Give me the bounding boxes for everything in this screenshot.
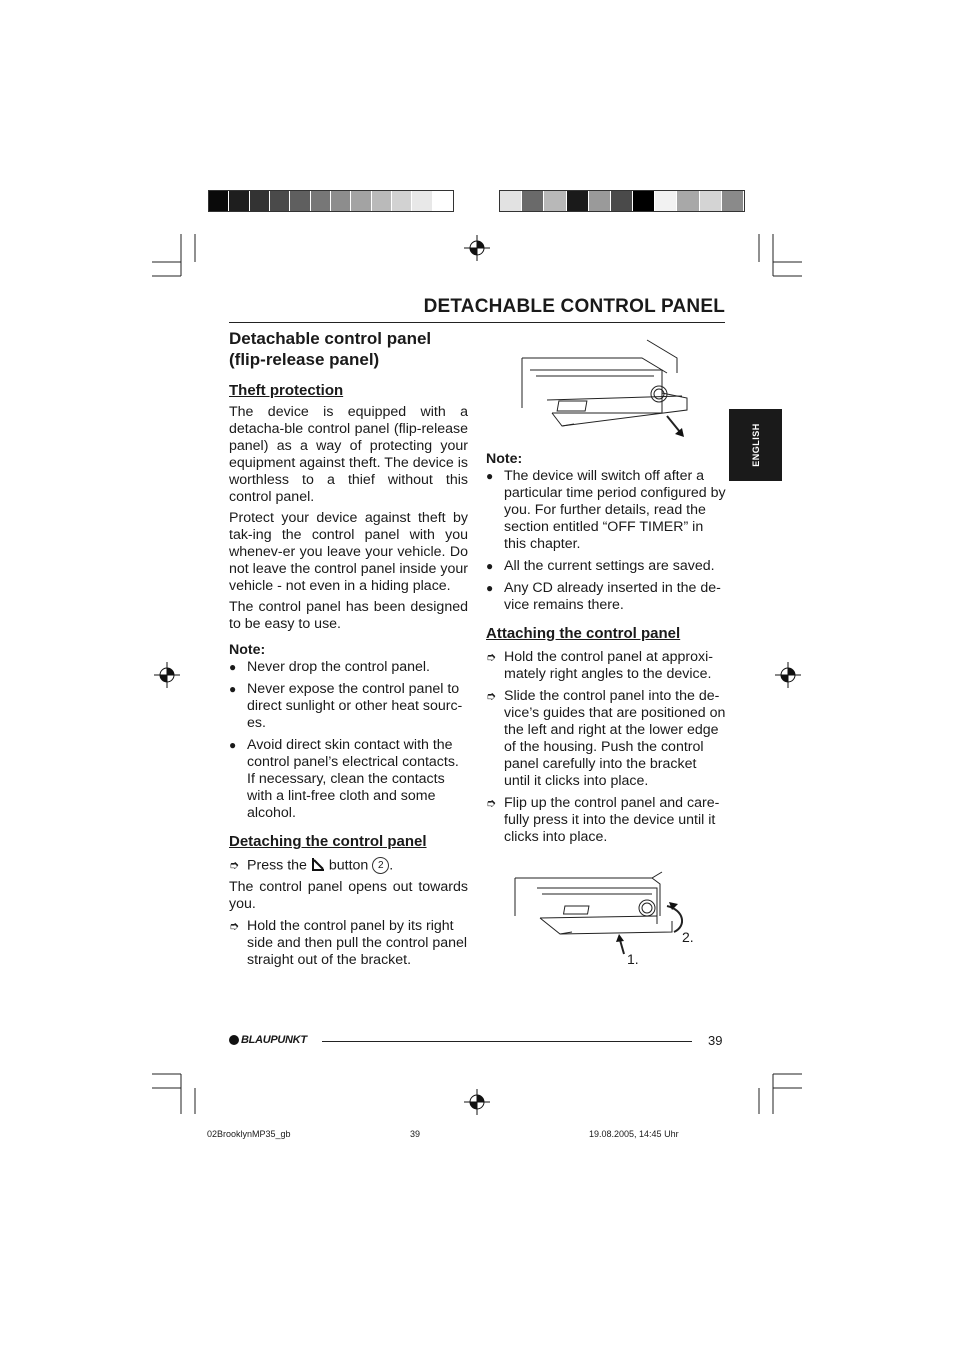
brand-logo bbox=[229, 1034, 307, 1046]
figure-label-2: 2. bbox=[682, 929, 694, 945]
step-text: Hold the control panel at approxi-mately right angles to the device. bbox=[504, 649, 713, 682]
step-item bbox=[486, 649, 726, 683]
print-file-name: 02BrooklynMP35_gb bbox=[207, 1129, 291, 1139]
section-heading-line2: (flip-release panel) bbox=[229, 350, 380, 369]
step-arrow-icon: ➮ bbox=[486, 796, 497, 810]
page-number: 39 bbox=[708, 1033, 723, 1048]
bullet-icon: ● bbox=[486, 559, 494, 573]
theft-protection-heading: Theft protection bbox=[229, 382, 344, 399]
language-tab bbox=[729, 409, 782, 481]
bullet-icon: ● bbox=[229, 682, 237, 696]
theft-paragraph-3: The control panel has been designed to be easy to use. bbox=[229, 599, 468, 632]
section-heading-line1: Detachable control panel bbox=[229, 329, 432, 348]
left-column bbox=[229, 328, 468, 969]
step-item bbox=[486, 688, 726, 790]
attaching-heading: Attaching the control panel bbox=[486, 625, 681, 642]
page-title: DETACHABLE CONTROL PANEL bbox=[423, 296, 725, 317]
registration-mark-left bbox=[154, 662, 180, 688]
release-button-icon bbox=[311, 857, 325, 871]
registration-mark-right bbox=[775, 662, 801, 688]
note-text: All the current settings are saved. bbox=[504, 558, 715, 574]
bullet-icon: ● bbox=[229, 738, 237, 752]
step-text: Hold the control panel by its right side and then pull the control panel straight out of the bracket. bbox=[247, 918, 468, 969]
note-text: Avoid direct skin contact with the control panel’s electrical contacts. If necessary, clean the contacts with a lint-free cloth and some alcohol. bbox=[247, 737, 459, 821]
brand-name: BLAUPUNKT bbox=[241, 1034, 307, 1046]
language-tab-label: ENGLISH bbox=[750, 423, 761, 467]
step-text-pre: Press the bbox=[247, 857, 307, 874]
step-item bbox=[229, 857, 468, 874]
list-item bbox=[229, 659, 468, 676]
theft-paragraph-2: Protect your device against theft by tak-ing the control panel with you whenev-er you leave your vehicle. Do not leave the control panel inside your vehicle - not even in a hiding place. bbox=[229, 510, 468, 594]
list-item bbox=[229, 737, 468, 822]
brand-dot-icon bbox=[229, 1035, 239, 1045]
figure-label-1: 1. bbox=[627, 951, 639, 967]
right-note-label: Note: bbox=[486, 451, 523, 467]
bullet-icon: ● bbox=[486, 469, 494, 483]
bullet-icon: ● bbox=[229, 660, 237, 674]
note-text: The device will switch off after a particular time period configured by you. For further details, read the section entitled “OFF TIMER” in this chapter. bbox=[504, 468, 726, 552]
step-arrow-icon: ➮ bbox=[486, 689, 497, 703]
figure-panel-attach bbox=[512, 866, 702, 966]
button-number-badge: 2 bbox=[372, 857, 389, 874]
step-text-post: button bbox=[328, 857, 369, 874]
print-date: 19.08.2005, 14:45 Uhr bbox=[589, 1129, 679, 1139]
detaching-heading: Detaching the control panel bbox=[229, 833, 427, 850]
registration-mark-bottom bbox=[464, 1089, 490, 1115]
note-text: Never expose the control panel to direct sunlight or other heat sourc-es. bbox=[247, 681, 463, 731]
detach-paragraph: The control panel opens out towards you. bbox=[229, 879, 468, 913]
list-item bbox=[229, 681, 468, 732]
title-rule bbox=[229, 322, 725, 323]
theft-paragraph-1: The device is equipped with a detacha-ble control panel (flip-release panel) as a way of protecting your equipment against theft. The device is worthless to a thief without this control panel. bbox=[229, 404, 468, 505]
step-item bbox=[229, 918, 468, 969]
list-item bbox=[486, 580, 726, 614]
registration-mark-top bbox=[464, 235, 490, 261]
step-text: Flip up the control panel and care-fully press it into the device until it clicks into place. bbox=[504, 795, 720, 845]
step-text: Slide the control panel into the de-vice’s guides that are positioned on the left and right at the lower edge of the housing. Push the control panel carefully into the bracket until it clicks into place. bbox=[504, 688, 726, 789]
list-item bbox=[486, 468, 726, 553]
note-text: Never drop the control panel. bbox=[247, 659, 430, 675]
step-text-end: . bbox=[389, 857, 394, 874]
step-item bbox=[486, 795, 726, 846]
bullet-icon: ● bbox=[486, 581, 494, 595]
figure-panel-open bbox=[512, 338, 692, 440]
step-arrow-icon: ➮ bbox=[229, 858, 240, 872]
note-text: Any CD already inserted in the de-vice remains there. bbox=[504, 580, 721, 613]
footer-rule bbox=[322, 1041, 692, 1042]
print-page-number: 39 bbox=[410, 1129, 421, 1139]
step-arrow-icon: ➮ bbox=[486, 650, 497, 664]
list-item bbox=[486, 558, 726, 575]
right-column bbox=[486, 451, 726, 846]
note-label: Note: bbox=[229, 642, 266, 658]
step-arrow-icon: ➮ bbox=[229, 919, 240, 934]
